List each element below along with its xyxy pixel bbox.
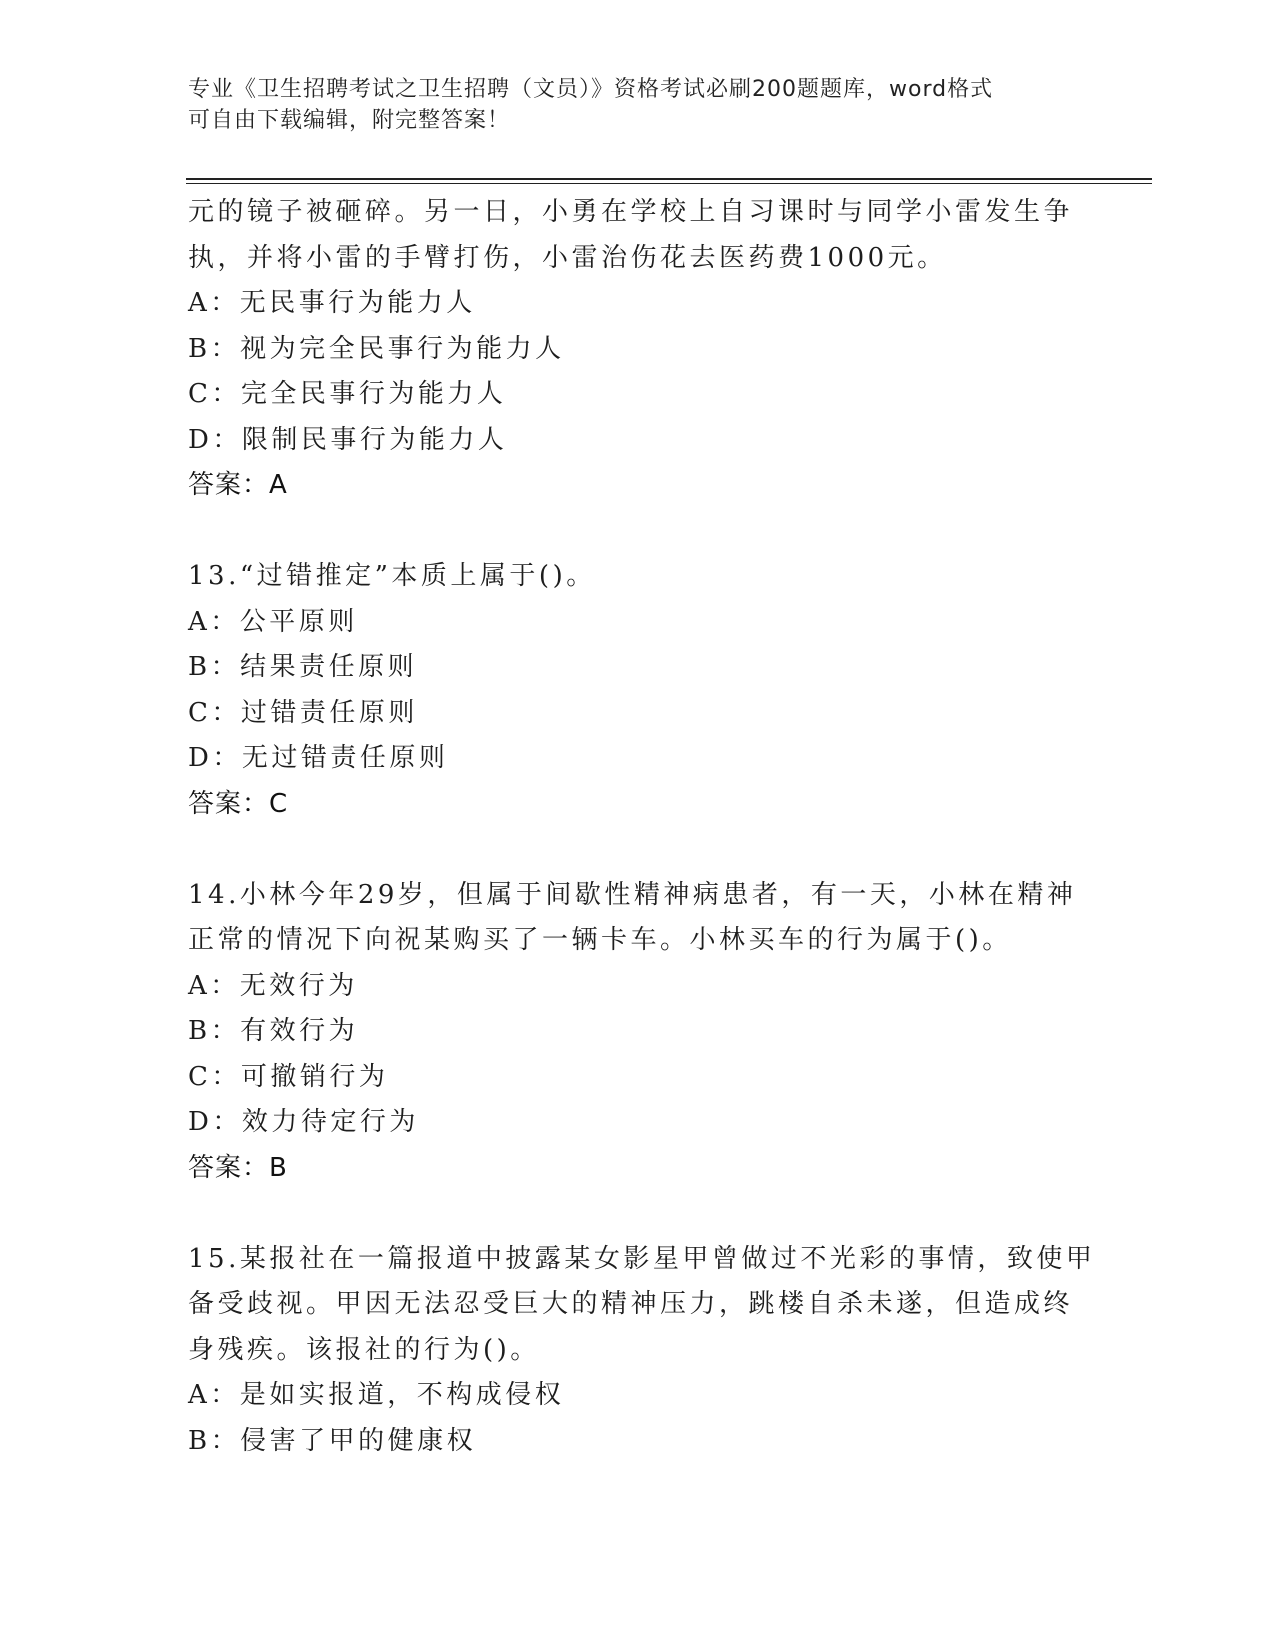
option-c: C：完全民事行为能力人 (188, 379, 507, 409)
option-a: A：公平原则 (188, 606, 358, 637)
option-c: C：过错责任原则 (188, 697, 418, 728)
question-stem-line: 元的镜子被砸碎。另一日，小勇在学校上自习课时与同学小雷发生争 (188, 197, 1074, 227)
question-13 (188, 554, 1088, 827)
answer-line: 答案：A (188, 470, 288, 500)
answer-line: 答案：C (188, 788, 289, 819)
option-b: B：结果责任原则 (188, 652, 418, 682)
spacer (188, 509, 1088, 555)
option-d: D：无过错责任原则 (188, 743, 449, 773)
question-stem-line: 15.某报社在一篇报道中披露某女影星甲曾做过不光彩的事情，致使甲 (188, 1243, 1096, 1274)
question-14 (188, 873, 1088, 1192)
spacer (188, 1191, 1088, 1237)
option-b: B：侵害了甲的健康权 (188, 1425, 477, 1456)
option-a: A：无民事行为能力人 (188, 288, 476, 318)
header-title-line-1: 专业《卫生招聘考试之卫生招聘（文员）》资格考试必刷200题题库，word格式 (188, 77, 994, 102)
question-stem-line: 备受歧视。甲因无法忍受巨大的精神压力，跳楼自杀未遂，但造成终 (188, 1289, 1074, 1319)
question-15 (188, 1237, 1096, 1465)
question-stem-line: 13.“过错推定”本质上属于()。 (188, 561, 596, 591)
header-divider-thick (186, 178, 1152, 180)
answer-line: 答案：B (188, 1152, 288, 1183)
option-a: A：无效行为 (188, 970, 358, 1001)
option-d: D：效力待定行为 (188, 1107, 419, 1137)
spacer (188, 827, 1088, 873)
question-stem-line: 14.小林今年29岁，但属于间歇性精神病患者，有一天，小林在精神 (188, 879, 1077, 910)
question-stem-line: 执，并将小雷的手臂打伤，小雷治伤花去医药费1000元。 (188, 242, 947, 273)
option-a: A：是如实报道，不构成侵权 (188, 1380, 565, 1410)
question-continuation (188, 190, 1088, 509)
option-b: B：有效行为 (188, 1016, 359, 1046)
header-title-line-2: 可自由下载编辑，附完整答案！ (188, 108, 511, 133)
question-stem-line: 正常的情况下向祝某购买了一辆卡车。小林买车的行为属于()。 (188, 925, 1012, 955)
option-d: D：限制民事行为能力人 (188, 424, 508, 455)
document-body (188, 190, 1096, 1464)
option-c: C：可撤销行为 (188, 1061, 389, 1092)
question-stem-line: 身残疾。该报社的行为()。 (188, 1334, 540, 1365)
page-header (188, 74, 1068, 136)
header-divider-thin (186, 183, 1152, 184)
option-b: B：视为完全民事行为能力人 (188, 333, 565, 364)
